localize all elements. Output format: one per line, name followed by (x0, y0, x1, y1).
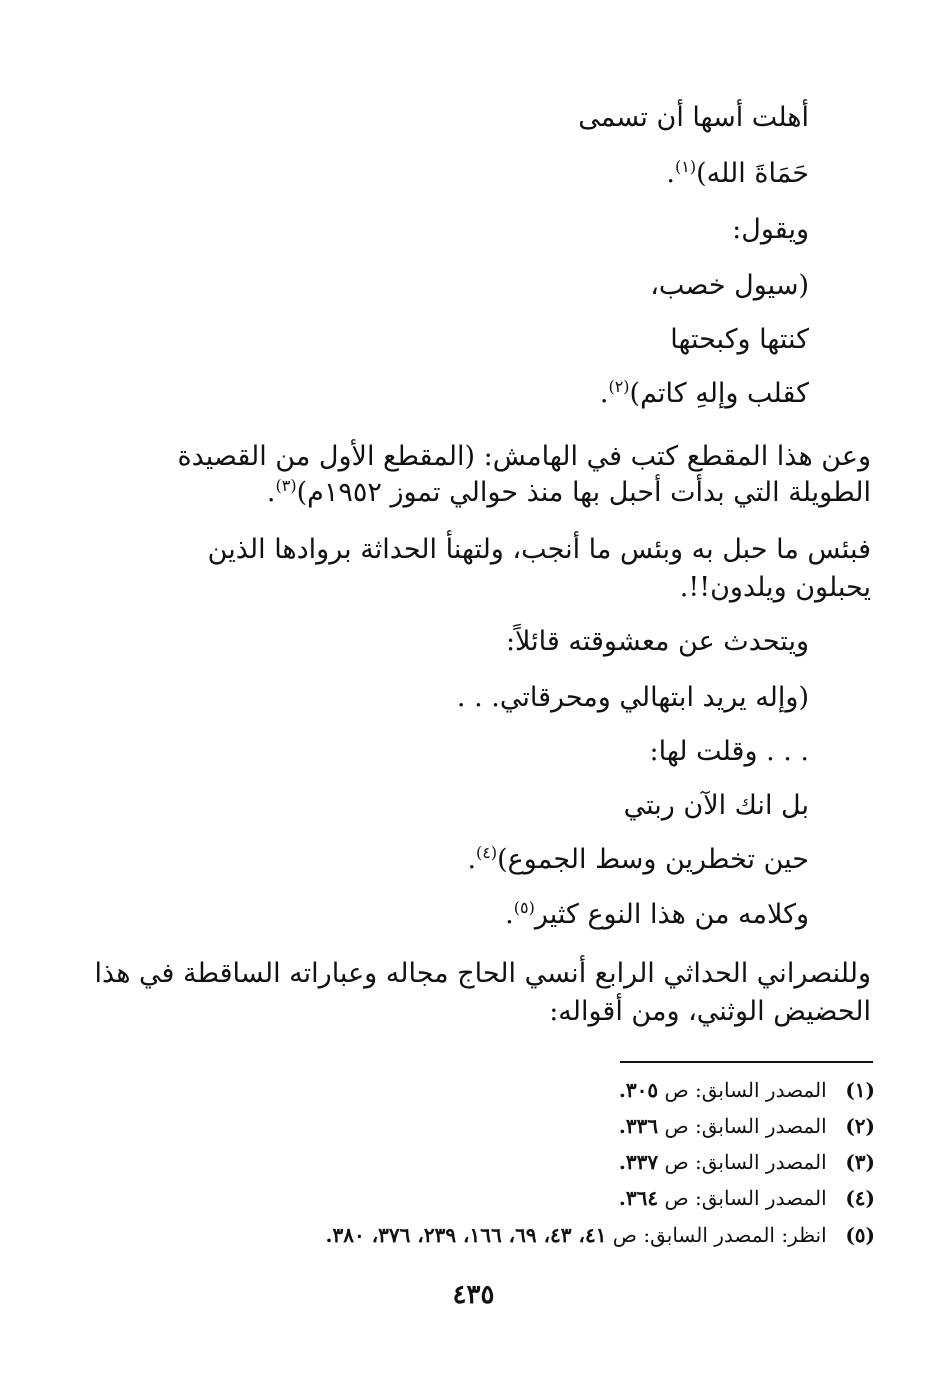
punctuation: . (467, 844, 477, 875)
page-number: ٤٣٥ (452, 1280, 495, 1310)
footnote-4 (619, 1184, 875, 1212)
footnote-5 (326, 1221, 875, 1249)
footnote-text: المصدر السابق: ص (664, 1078, 827, 1102)
verse-line-9 (624, 786, 809, 826)
footnote-number: (٤) (845, 1186, 875, 1210)
footnote-page: ٤١، ٤٣، ٦٩، ١٦٦، ٢٣٩، ٣٧٦، ٣٨٠. (325, 1223, 607, 1247)
paragraph-line (118, 530, 871, 570)
footnote-1 (619, 1076, 875, 1104)
footnote-ref[interactable]: (٤) (476, 843, 498, 862)
paragraph-text: وللنصراني الحداثي الرابع أنسي الحاج مجاله وعباراته الساقطة في هذا (94, 958, 871, 989)
paragraph-text: وكلامه من هذا النوع كثير (534, 899, 809, 930)
footnote-ref[interactable]: (٥) (513, 898, 535, 917)
footnote-page: ٣٠٥. (618, 1078, 659, 1102)
footnote-ref[interactable]: (١) (674, 157, 697, 176)
footnote-2 (619, 1112, 875, 1140)
verse-text: حَمَاةَ الله) (696, 158, 809, 189)
footnote-text: انظر: المصدر السابق: ص (612, 1223, 827, 1247)
paragraph-line (680, 568, 871, 608)
verse-line-5 (670, 320, 809, 360)
verse-line-2 (666, 154, 809, 194)
footnote-text: المصدر السابق: ص (664, 1150, 827, 1174)
verse-text: بل انك الآن ربتي (623, 790, 809, 821)
paragraph-text: ويتحدث عن معشوقته قائلاً: (505, 626, 809, 657)
verse-text: أهلت أسها أن تسمى (578, 102, 809, 133)
footnote-ref[interactable]: (٣) (275, 476, 297, 495)
footnote-text: المصدر السابق: ص (664, 1114, 827, 1138)
footnote-number: (٢) (845, 1114, 875, 1138)
footnote-ref[interactable]: (٢) (608, 377, 630, 396)
verse-line-10 (467, 840, 809, 880)
verse-text: كقلب وإلهِ كاتم) (629, 378, 809, 409)
footnote-number: (٣) (845, 1150, 875, 1174)
paragraph-text: الحضيض الوثني، ومن أقواله: (549, 996, 871, 1027)
paragraph-text: وعن هذا المقطع كتب في الهامش: (المقطع الأول من القصيدة (177, 441, 871, 472)
punctuation: . (505, 899, 514, 930)
punctuation: . (266, 477, 276, 508)
footnote-page: ٣٣٦. (618, 1114, 659, 1138)
punctuation: . (666, 158, 675, 189)
paragraph-line (549, 992, 871, 1032)
paragraph-line (94, 954, 871, 994)
footnote-divider (620, 1061, 873, 1063)
footnote-3 (619, 1148, 875, 1176)
verse-text: (سيول خصب، (650, 270, 809, 301)
footnote-number: (١) (845, 1078, 875, 1102)
paragraph-line (506, 622, 809, 662)
verse-text: . . . وقلت لها: (649, 736, 809, 767)
verse-line-3 (732, 210, 809, 250)
paragraph-text: الطويلة التي بدأت أحبل بها منذ حوالي تموز ١٩٥٢م) (296, 477, 871, 508)
footnote-text: المصدر السابق: ص (664, 1186, 827, 1210)
paragraph-line (118, 437, 871, 477)
verse-line-4 (650, 266, 809, 306)
verse-line-8 (650, 732, 809, 772)
paragraph-line (505, 895, 809, 935)
footnote-page: ٣٦٤. (618, 1186, 659, 1210)
paragraph-text: يحبلون ويلدون!!. (679, 572, 871, 603)
footnote-number: (٥) (845, 1223, 875, 1247)
verse-line-1 (578, 98, 809, 138)
footnote-page: ٣٣٧. (618, 1150, 659, 1174)
verse-line-6 (600, 374, 809, 414)
verse-text: ويقول: (732, 214, 809, 245)
verse-line-7 (457, 678, 809, 718)
verse-text: حين تخطرين وسط الجموع) (497, 844, 809, 875)
punctuation: . (599, 378, 609, 409)
verse-text: كنتها وكبحتها (670, 324, 809, 355)
paragraph-line (267, 473, 871, 513)
verse-text: (وإله يريد ابتهالي ومحرقاتي. . . (456, 682, 809, 713)
paragraph-text: فبئس ما حبل به وبئس ما أنجب، ولتهنأ الحداثة بروادها الذين (207, 534, 871, 565)
